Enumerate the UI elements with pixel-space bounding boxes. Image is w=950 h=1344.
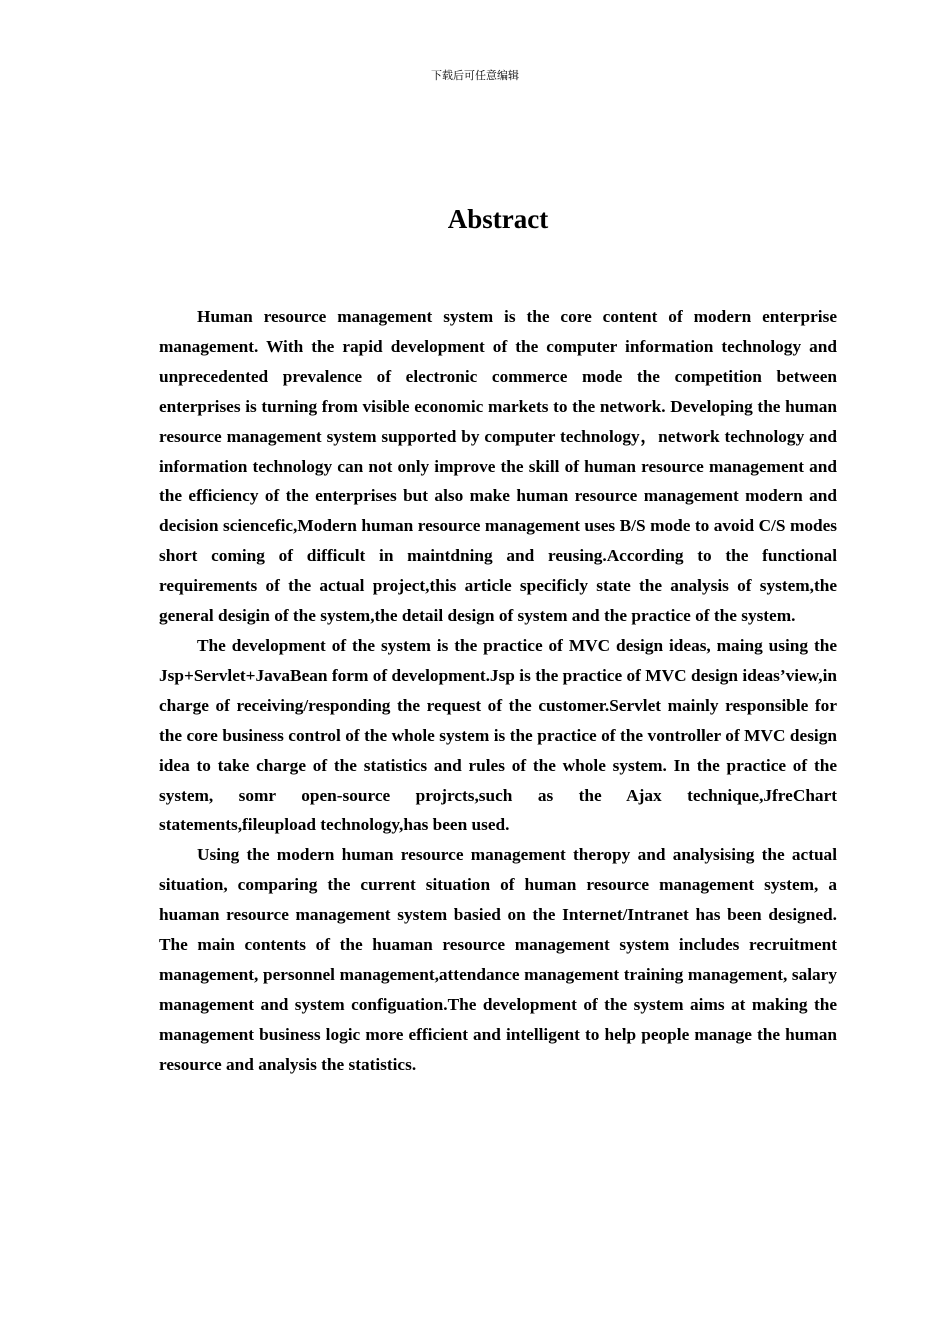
abstract-paragraph-3: Using the modern human resource management theropy and analysising the actual situation, comparing the current situation of human resource management system, a huaman resource management system basied on the Internet/Intranet has been designed. The main contents of the huaman resource management system includes recruitment management, personnel management,attendance management training management, salary management and system configuation.The development of the system aims at making the management business logic more efficient and intelligent to help people manage the human resource and analysis the statistics.	[159, 845, 837, 1074]
abstract-body	[159, 302, 837, 1080]
page-title: Abstract	[447, 204, 549, 234]
abstract-paragraph-2: The development of the system is the practice of MVC design ideas, maing using the Jsp+Servlet+JavaBean form of development.Jsp is the practice of MVC design ideas’view,in charge of receiving/responding the request of the customer.Servlet mainly responsible for the core business control of the whole system is the practice of the vontroller of MVC design idea to take charge of the statistics and rules of the whole system. In the practice of the system, somr open-source projrcts,such as the Ajax technique,JfreChart statements,fileupload technology,has been used.	[159, 635, 837, 835]
header-note: 下载后可任意编辑	[431, 69, 519, 82]
abstract-paragraph-1: Human resource management system is the core content of modern enterprise management. With the rapid development of the computer information technology and unprecedented prevalence of electronic commerce mode the competition between enterprises is turning from visible economic markets to the network. Developing the human resource management system supported by computer technology，network technology and information technology can not only improve the skill of human resource management and the efficiency of the enterprises but also make human resource management modern and decision sciencefic,Modern human resource management uses B/S mode to avoid C/S modes short coming of difficult in maintdning and reusing.According to the functional requirements of the actual project,this article specificly state the analysis of system,the general desigin of the system,the detail design of system and the practice of the system.	[159, 307, 837, 626]
